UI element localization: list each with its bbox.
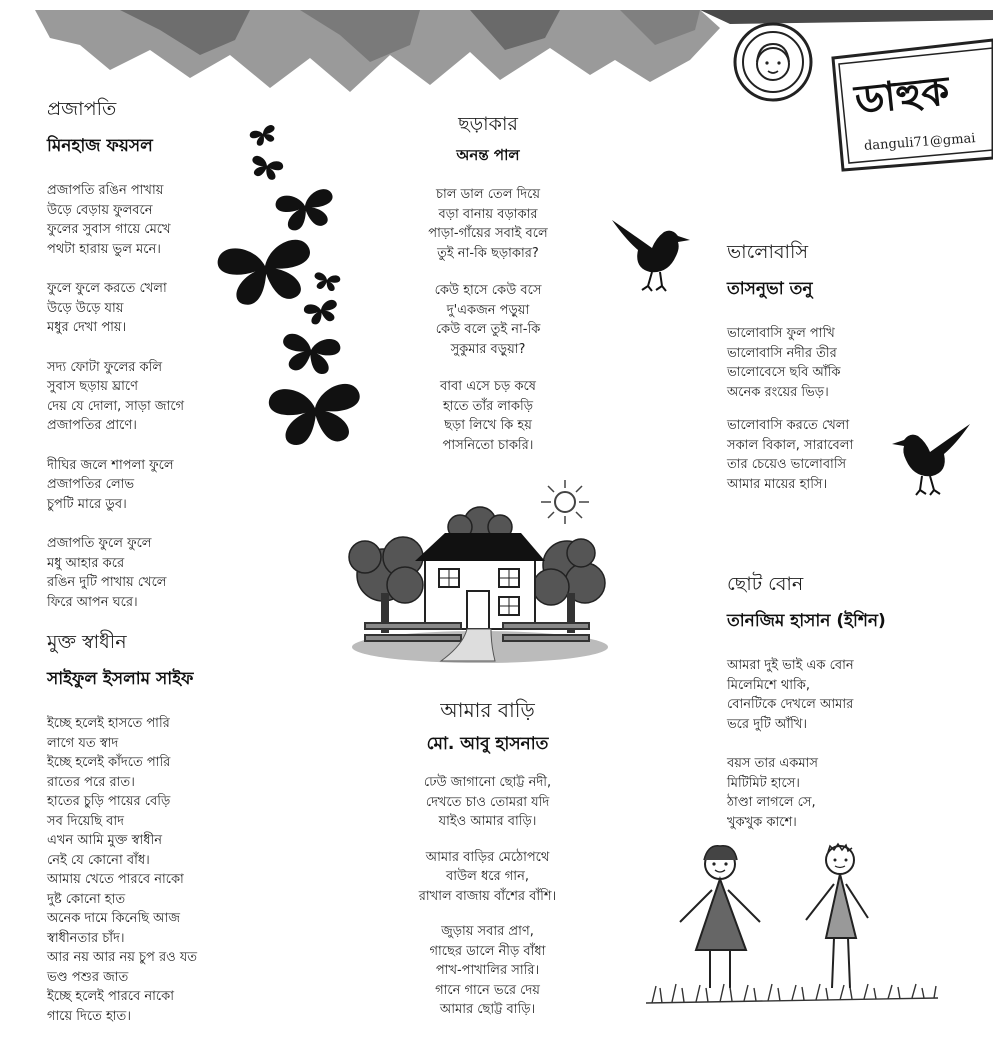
poem-line: ভালোবাসি করতে খেলা (727, 418, 850, 433)
poem-line: গানে গানে ভরে দেয় (435, 982, 540, 998)
poem-line: ভালোবেসে ছবি আঁকি (727, 365, 841, 380)
poem-bhalobashi (727, 238, 927, 494)
poem-line: ভরে দুটি আঁখি। (727, 716, 808, 732)
poem-title: ছোট বোন (727, 573, 804, 595)
poem-line: সুকুমার বড়ুয়া? (450, 341, 526, 357)
poem-line: জুড়ায় সবার প্রাণ, (441, 924, 534, 939)
poem-line: ঠাণ্ডা লাগলে সে, (727, 795, 816, 810)
poem-line: দেখতে চাও তোমরা যদি (425, 794, 550, 810)
poem-line: আমরা দুই ভাই এক বোন (727, 658, 854, 673)
poem-line: আমার মায়ের হাসি। (727, 476, 828, 492)
poem-line: স্বাধীনতার চাঁদ। (47, 930, 125, 946)
poem-line: গাছের ডালে নীড় বাঁধা (429, 943, 546, 959)
poem-chorakar (378, 110, 598, 455)
poem-line: আমায় খেতে পারবে নাকো (47, 872, 184, 887)
poem-line: সদ্য ফোটা ফুলের কলি (47, 359, 163, 375)
poem-line: সব দিয়েছি বাদ (47, 813, 124, 829)
poem-line: ভালোবাসি নদীর তীর (727, 345, 837, 361)
logo-text: ডাহুক (852, 67, 952, 124)
poem-line: দুষ্ট কোনো হাত (47, 891, 126, 907)
poem-line: হাতে তাঁর লাকড়ি (442, 398, 534, 414)
poem-line: বাবা এসে চড় কষে (440, 379, 536, 394)
poem-line: তুই না-কি ছড়াকার? (437, 245, 539, 261)
poem-author: তানজিম হাসান (ইশিন) (727, 611, 886, 631)
poem-title: ভালোবাসি (727, 241, 809, 263)
poem-line: দীঘির জলে শাপলা ফুলে (47, 457, 174, 473)
poem-line: বড়া বানায় বড়াকার (438, 206, 538, 222)
poem-stanza (47, 358, 227, 436)
poem-line: আমার বাড়ির মেঠোপথে (425, 849, 550, 865)
poem-line: পাসনিতো চাকরি। (442, 437, 534, 453)
poem-author: মিনহাজ ফয়সল (47, 136, 153, 156)
poem-line: চাল ডাল তেল দিয়ে (435, 187, 541, 202)
poem-stanza (380, 848, 595, 907)
poem-line: ভালোবাসি ফুল পাখি (727, 326, 835, 341)
poem-title: প্রজাপতি (47, 98, 117, 120)
email-address: danguli71@gmai (863, 131, 976, 154)
poem-line: নেই যে কোনো বাঁধ। (47, 852, 150, 868)
poem-stanza (727, 416, 927, 494)
poem-line: গায়ে দিতে হাত। (47, 1008, 131, 1024)
poem-stanza (727, 656, 947, 734)
poem-stanza (380, 773, 595, 832)
poem-line: প্রজাপতির প্রাণে। (47, 418, 137, 433)
children-drawing-icon (642, 838, 942, 1013)
poem-line: রঙিন দুটি পাখায় খেলে (47, 575, 167, 590)
bird-icon (608, 214, 696, 292)
butterfly-cluster-icon (215, 118, 370, 458)
poem-line: হাতের চুড়ি পায়ের বেড়ি (47, 794, 171, 809)
poem-line: বোনটিকে দেখলে আমার (727, 697, 854, 712)
house-icon (345, 505, 615, 665)
poem-line: দেয় যে দোলা, সাড়া জাগে (47, 398, 185, 414)
poem-line: পাড়া-গাঁয়ের সবাই বলে (428, 226, 548, 241)
poem-line: উড়ে বেড়ায় ফুলবনে (47, 202, 153, 218)
poem-title: ছড়াকার (458, 113, 518, 135)
poem-stanza (47, 534, 227, 612)
poem-stanza (378, 185, 598, 263)
poem-line: আমার ছোট্ট বাড়ি। (439, 1002, 536, 1017)
poem-line: মধুর দেখা পায়। (47, 320, 127, 335)
poem-chhoto-bon (727, 570, 947, 832)
poem-line: লাগে যত স্বাদ (47, 735, 119, 751)
poem-line: চুপটি মারে ডুব। (47, 496, 127, 512)
poem-line: পাখ-পাখালির সারি। (435, 963, 540, 978)
poem-line: পথটা হারায় ভুল মনে। (47, 241, 161, 257)
poem-stanza (47, 279, 227, 338)
poem-stanza (378, 281, 598, 359)
poem-stanza (380, 922, 595, 1020)
poem-line: দু'একজন পড়ুয়া (446, 302, 530, 318)
poem-title: মুক্ত স্বাধীন (47, 631, 127, 653)
poem-stanza (47, 714, 287, 1026)
poem-line: ইচ্ছে হলেই হাসতে পারি (47, 716, 170, 731)
poem-line: ভণ্ড পশুর জাত (47, 969, 129, 985)
poem-line: রাতের পরে রাত। (47, 774, 135, 790)
poem-mukto-swadhin (47, 628, 287, 1026)
poem-line: আর নয় আর নয় চুপ রও যত (47, 950, 198, 965)
poem-line: ফুলে ফুলে করতে খেলা (47, 281, 167, 296)
poem-line: মিলেমিশে থাকি, (727, 677, 810, 693)
poem-line: বয়স তার একমাস (727, 756, 818, 771)
poem-line: কেউ হাসে কেউ বসে (434, 283, 542, 298)
poem-line: মধু আহার করে (47, 555, 125, 571)
poem-line: প্রজাপতি রঙিন পাখায় (47, 183, 164, 198)
poem-line: ঢেউ জাগানো ছোট্ট নদী, (423, 775, 552, 790)
poem-line: ইচ্ছে হলেই পারবে নাকো (47, 989, 175, 1004)
poem-line: উড়ে উড়ে যায় (47, 300, 124, 316)
poem-stanza (47, 181, 227, 259)
poem-line: মিটিমিট হাসে। (727, 775, 800, 791)
poem-line: অনেক দামে কিনেছি আজ (47, 911, 180, 926)
girl-face-icon (757, 44, 789, 80)
poem-projapoti (47, 95, 227, 612)
poem-line: ফিরে আপন ঘরে। (47, 594, 138, 610)
poem-line: অনেক রংয়ের ভিড়। (727, 384, 829, 400)
poem-title: আমার বাড়ি (440, 698, 535, 722)
poem-line: প্রজাপতি ফুলে ফুলে (47, 536, 152, 551)
poem-stanza (727, 324, 927, 402)
poem-line: সুবাস ছড়ায় ঘ্রাণে (47, 379, 138, 394)
poem-amar-bari (380, 696, 595, 1020)
poem-line: এখন আমি মুক্ত স্বাধীন (47, 833, 162, 848)
poem-line: ফুলের সুবাস গায়ে মেখে (47, 222, 171, 237)
poem-line: সকাল বিকাল, সারাবেলা (727, 437, 854, 453)
poem-line: বাউল ধরে গান, (446, 869, 529, 884)
poem-line: কেউ বলে তুই না-কি (435, 322, 541, 337)
poem-author: সাইফুল ইসলাম সাইফ (47, 669, 194, 689)
poem-stanza (378, 377, 598, 455)
poem-line: প্রজাপতির লোভ (47, 477, 135, 492)
poem-stanza (47, 456, 227, 515)
poem-line: তার চেয়েও ভালোবাসি (727, 457, 847, 472)
poem-line: রাখাল বাজায় বাঁশের বাঁশি। (418, 888, 557, 904)
poem-stanza (727, 754, 947, 832)
poem-author: মো. আবু হাসনাত (426, 734, 549, 754)
poem-author: তাসনুভা তনু (727, 279, 813, 299)
poem-line: খুকখুক কাশে। (727, 814, 797, 830)
poem-author: অনন্ত পাল (456, 146, 520, 164)
poem-line: ইচ্ছে হলেই কাঁদতে পারি (47, 755, 171, 770)
poem-line: ছড়া লিখে কি হয় (444, 418, 532, 433)
poem-line: যাইও আমার বাড়ি। (438, 814, 537, 829)
